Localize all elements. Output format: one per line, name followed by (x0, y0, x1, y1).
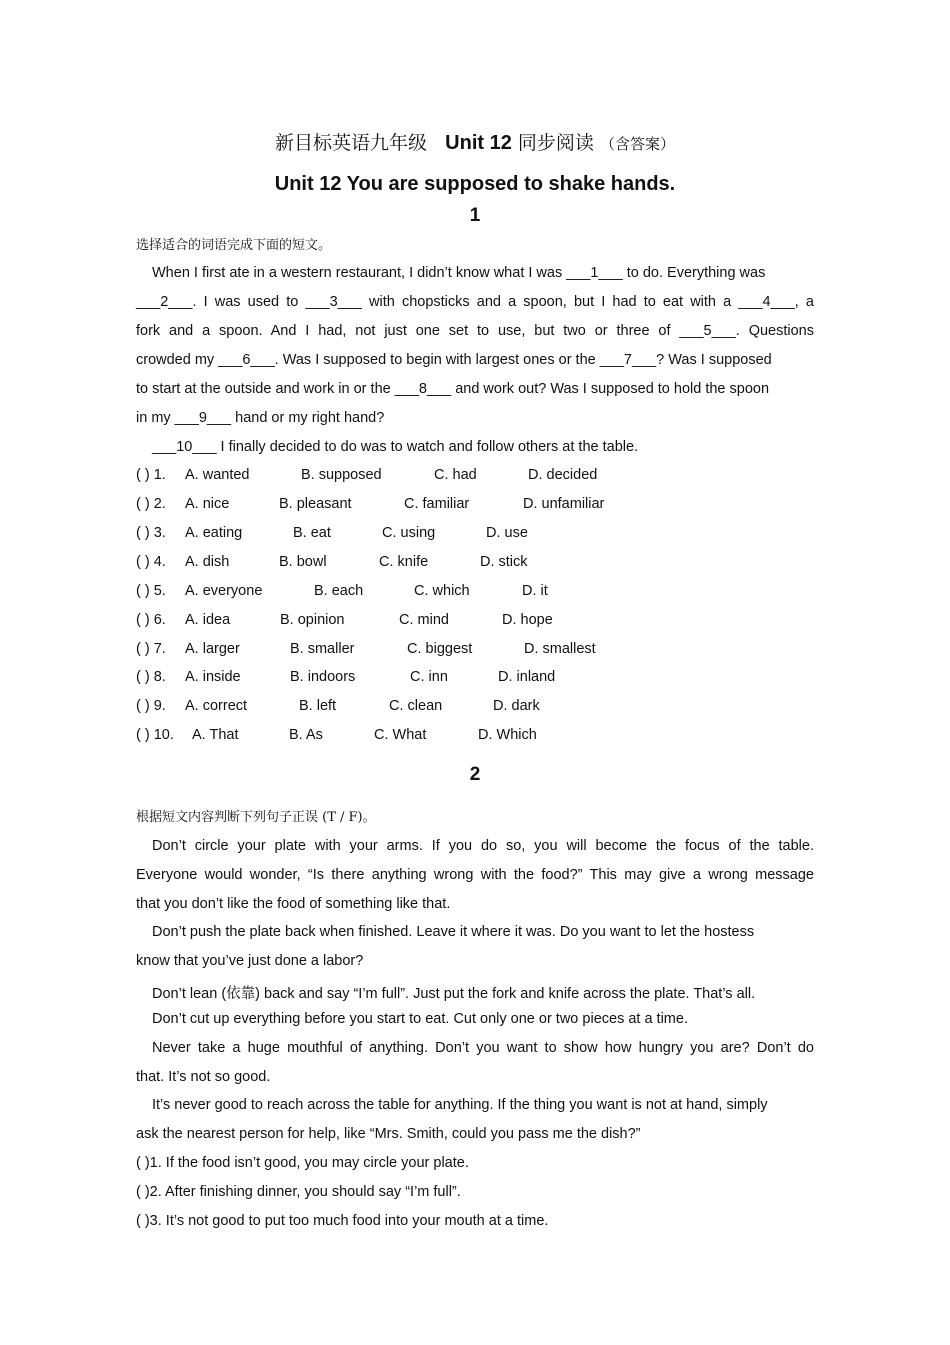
passage-2-line: Don’t circle your plate with your arms. If you do so, you will become the focus of the table. (152, 838, 814, 854)
passage-2-line: Don’t lean (依靠) back and say “I’m full”. Just put the fork and knife across the plate. That’s all. (152, 986, 756, 1002)
option-c: C. familiar (404, 496, 470, 512)
passage-2-line: It’s never good to reach across the table for anything. If the thing you want is not at hand, simply (152, 1097, 768, 1113)
passage-1-line: ___2___. I was used to ___3___ with chopsticks and a spoon, but I had to eat with a ___4___, a (136, 294, 814, 310)
option-a: A. wanted (185, 467, 250, 483)
section-2-instruction: 根据短文内容判断下列句子正误 (T / F)。 (136, 810, 376, 825)
passage-1-line: to start at the outside and work in or the ___8___ and work out? Was I supposed to hold the spoon (136, 381, 770, 397)
option-c: C. clean (389, 698, 443, 714)
option-c: C. had (434, 467, 477, 483)
option-c: C. mind (399, 612, 449, 628)
passage-1-line: When I first ate in a western restaurant, I didn’t know what I was ___1___ to do. Everything was (152, 265, 766, 281)
passage-1-line: ___10___ I finally decided to do was to watch and follow others at the table. (152, 439, 639, 455)
question-number: ( ) 9. (136, 698, 166, 714)
option-b: B. opinion (280, 612, 345, 628)
option-d: D. Which (478, 727, 537, 743)
option-c: C. inn (410, 669, 448, 685)
option-b: B. smaller (290, 641, 355, 657)
option-c: C. What (374, 727, 427, 743)
option-c: C. biggest (407, 641, 473, 657)
option-d: D. smallest (524, 641, 596, 657)
passage-2-line: that. It’s not so good. (136, 1069, 271, 1085)
option-b: B. bowl (279, 554, 327, 570)
option-b: B. supposed (301, 467, 382, 483)
question-number: ( ) 2. (136, 496, 166, 512)
option-b: B. left (299, 698, 337, 714)
title-note: （含答案） (599, 135, 675, 153)
title-cn-prefix: 新目标英语九年级 (275, 132, 428, 154)
tf-question: ( )2. After finishing dinner, you should say “I’m full”. (136, 1184, 461, 1200)
option-d: D. decided (528, 467, 598, 483)
title-cn-suffix: 同步阅读 (517, 132, 594, 154)
option-a: A. larger (185, 641, 240, 657)
option-d: D. unfamiliar (523, 496, 605, 512)
option-a: A. dish (185, 554, 230, 570)
option-d: D. inland (498, 669, 556, 685)
passage-2-line: ask the nearest person for help, like “Mrs. Smith, could you pass me the dish?” (136, 1126, 641, 1142)
option-a: A. inside (185, 669, 241, 685)
question-number: ( ) 10. (136, 727, 174, 743)
option-b: B. As (289, 727, 323, 743)
question-number: ( ) 7. (136, 641, 166, 657)
passage-1-line: crowded my ___6___. Was I supposed to begin with largest ones or the ___7___? Was I supposed (136, 352, 772, 368)
option-a: A. nice (185, 496, 230, 512)
document-subtitle: Unit 12 You are supposed to shake hands. (274, 173, 676, 195)
tf-question: ( )1. If the food isn’t good, you may circle your plate. (136, 1155, 469, 1171)
option-b: B. eat (293, 525, 331, 541)
option-d: D. it (522, 583, 548, 599)
passage-2-line: Everyone would wonder, “Is there anything wrong with the food?” This may give a wrong message (136, 867, 814, 883)
passage-2-line: Don’t cut up everything before you start to eat. Cut only one or two pieces at a time. (152, 1011, 688, 1027)
passage-1-line: in my ___9___ hand or my right hand? (136, 410, 385, 426)
tf-question: ( )3. It’s not good to put too much food into your mouth at a time. (136, 1213, 549, 1229)
option-a: A. eating (185, 525, 243, 541)
passage-2-line: know that you’ve just done a labor? (136, 953, 364, 969)
question-number: ( ) 6. (136, 612, 166, 628)
option-c: C. using (382, 525, 436, 541)
question-number: ( ) 3. (136, 525, 166, 541)
option-c: C. which (414, 583, 470, 599)
option-d: D. stick (480, 554, 528, 570)
option-a: A. That (192, 727, 239, 743)
passage-2-line: that you don’t like the food of something like that. (136, 896, 451, 912)
section-1-number: 1 (469, 205, 481, 226)
option-b: B. pleasant (279, 496, 352, 512)
section-2-number: 2 (469, 764, 481, 785)
passage-1-line: fork and a spoon. And I had, not just one set to use, but two or three of ___5___. Questions (136, 323, 814, 339)
document-title (0, 128, 950, 155)
passage-2-line: Never take a huge mouthful of anything. Don’t you want to show how hungry you are? Don’t do (152, 1040, 814, 1056)
option-d: D. dark (493, 698, 540, 714)
option-a: A. idea (185, 612, 231, 628)
option-a: A. correct (185, 698, 248, 714)
question-number: ( ) 1. (136, 467, 166, 483)
passage-2-line: Don’t push the plate back when finished. Leave it where it was. Do you want to let the hostess (152, 924, 755, 940)
option-b: B. each (314, 583, 364, 599)
question-number: ( ) 5. (136, 583, 166, 599)
option-a: A. everyone (185, 583, 263, 599)
title-unit: Unit 12 (445, 132, 512, 154)
question-number: ( ) 8. (136, 669, 166, 685)
section-1-instruction: 选择适合的词语完成下面的短文。 (136, 238, 332, 253)
option-d: D. hope (502, 612, 553, 628)
question-number: ( ) 4. (136, 554, 166, 570)
option-d: D. use (486, 525, 528, 541)
option-c: C. knife (379, 554, 429, 570)
option-b: B. indoors (290, 669, 356, 685)
